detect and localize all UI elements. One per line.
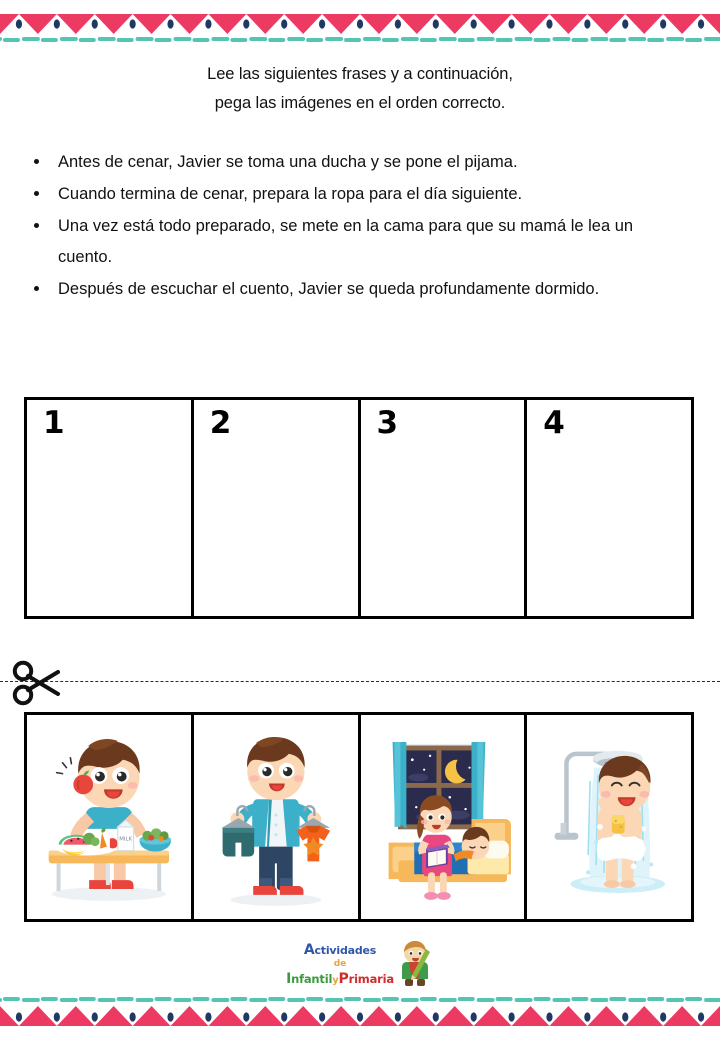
list-item: [28, 179, 688, 210]
heading-line-2: pega las imágenes en el orden correcto.: [214, 94, 506, 112]
bullet-dot-icon: [34, 191, 39, 196]
child-with-pencil-icon: [393, 941, 437, 987]
answer-box-number: 1: [43, 405, 65, 441]
picture-card-shower[interactable]: [527, 715, 691, 919]
logo-line-de: de: [333, 959, 347, 969]
list-item-text: Cuando termina de cenar, prepara la ropa para el día siguiente.: [58, 185, 523, 203]
instruction-list: [28, 147, 688, 306]
scissors-icon: [10, 657, 64, 707]
logo-wordmark: [281, 943, 399, 986]
svg-text:MILK: MILK: [119, 836, 133, 843]
boy-taking-shower-icon: [527, 715, 691, 919]
bullet-dot-icon: [34, 223, 39, 228]
cut-dashed-line: [0, 681, 720, 682]
answer-box-number: 3: [376, 405, 399, 441]
bullet-dot-icon: [34, 286, 39, 291]
boy-preparing-clothes-icon: [194, 715, 358, 919]
cut-line-section: [0, 655, 720, 709]
watermelon-border-bottom-icon: [0, 994, 720, 1030]
list-item: [28, 147, 688, 178]
boy-eating-healthy-food-icon: [27, 715, 191, 919]
answer-box-number: 2: [209, 405, 232, 441]
answer-box-1[interactable]: [27, 400, 194, 616]
answer-box-2[interactable]: [194, 400, 361, 616]
watermelon-border-top-icon: [0, 14, 720, 50]
list-item-text: Una vez está todo preparado, se mete en la cama para que su mamá le lea un cuento.: [58, 217, 634, 266]
site-logo: [281, 941, 441, 989]
top-border-decoration: [0, 14, 720, 50]
answer-box-3[interactable]: [361, 400, 528, 616]
picture-card-clothes[interactable]: [194, 715, 361, 919]
logo-line-infantil-primaria: InfantilyPrimaria: [286, 971, 394, 987]
answer-boxes-grid: [24, 397, 694, 619]
list-item: [28, 211, 688, 273]
list-item-text: Antes de cenar, Javier se toma una ducha y se pone el pijama.: [58, 153, 518, 171]
answer-box-4[interactable]: [527, 400, 691, 616]
picture-card-eating[interactable]: [27, 715, 194, 919]
list-item: [28, 274, 688, 305]
picture-card-bedtime-story[interactable]: [361, 715, 528, 919]
mother-reading-bedtime-story-icon: [361, 715, 525, 919]
list-item-text: Después de escuchar el cuento, Javier se queda profundamente dormido.: [58, 280, 600, 298]
heading-line-1: Lee las siguientes frases y a continuación,: [207, 65, 513, 83]
bullet-dot-icon: [34, 159, 39, 164]
bottom-border-decoration: [0, 994, 720, 1030]
picture-cards-strip: [24, 712, 694, 922]
answer-box-number: 4: [543, 405, 565, 441]
logo-line-actividades: Actividades: [303, 942, 377, 958]
worksheet-heading: [0, 60, 720, 118]
